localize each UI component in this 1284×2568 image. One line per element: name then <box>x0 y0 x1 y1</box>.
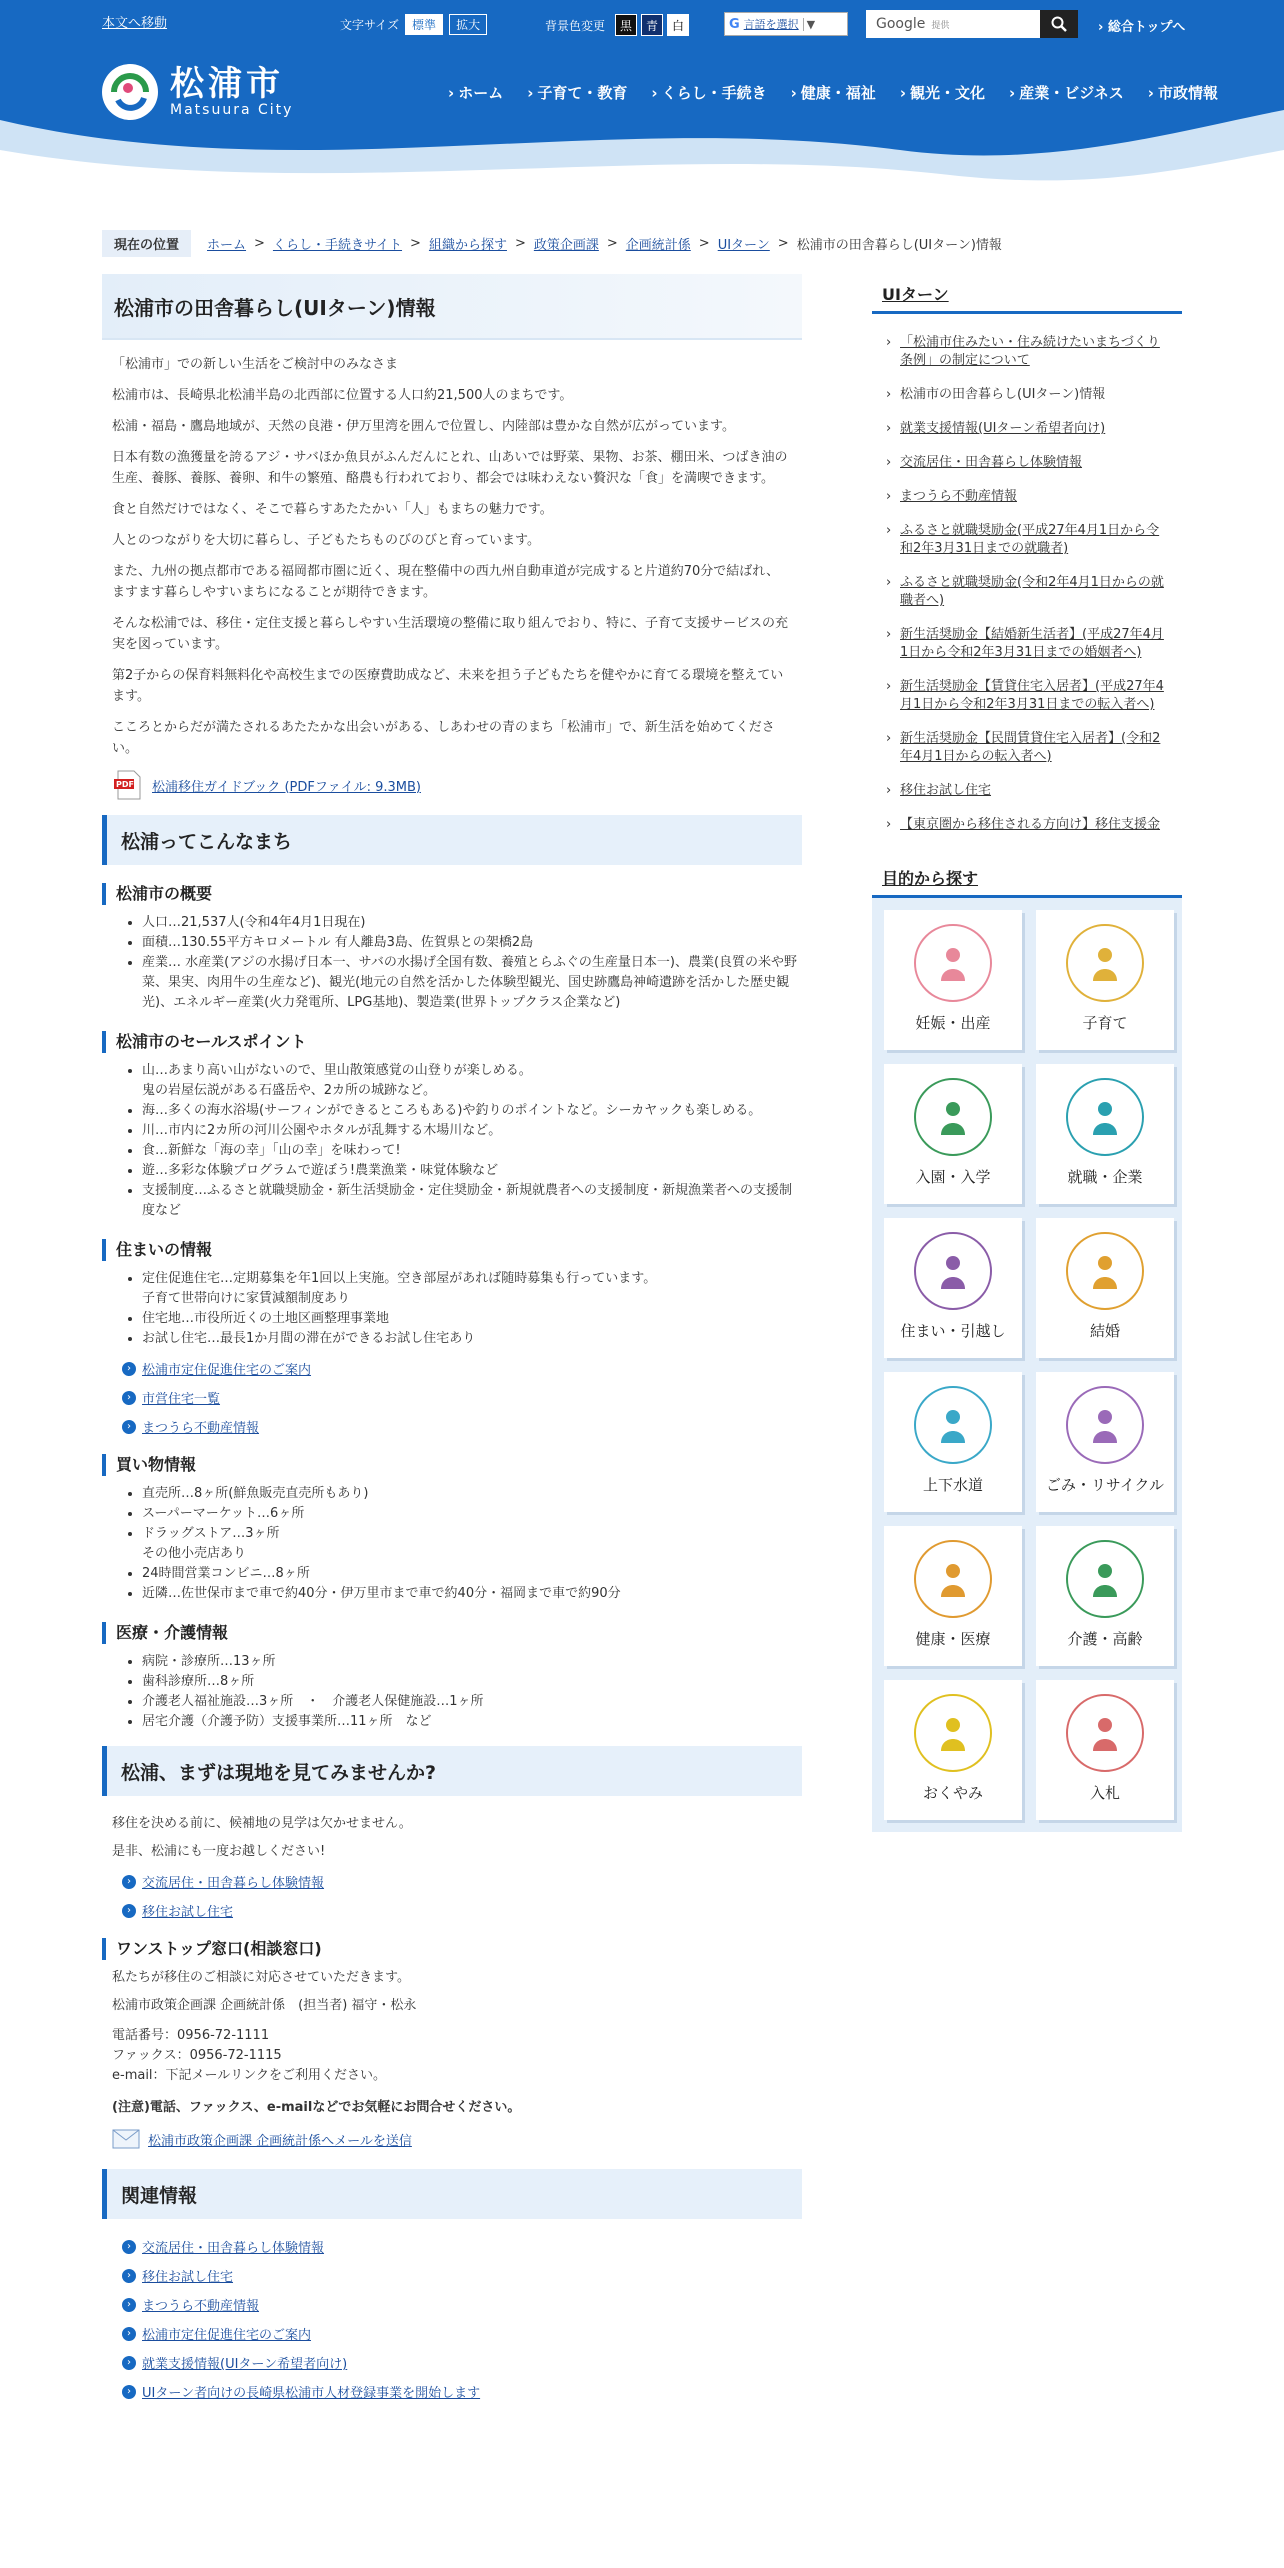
purpose-label: 子育て <box>1082 1014 1128 1032</box>
link-row <box>102 2382 802 2401</box>
purpose-label: 健康・医療 <box>915 1630 991 1648</box>
sales-points-list <box>102 1061 802 1221</box>
global-nav <box>436 82 1230 103</box>
purpose-card[interactable] <box>884 1680 1022 1820</box>
heading-overview: 松浦市の概要 <box>102 883 802 905</box>
purpose-card[interactable] <box>1036 1218 1174 1358</box>
list-item: • お試し住宅…最長1か月間の滞在ができるお試し住宅あり <box>142 1329 802 1349</box>
section-heading-related: 関連情報 <box>102 2169 802 2219</box>
arrow-right-icon: › <box>122 2240 136 2254</box>
list-item: • 人口…21,537人(令和4年4月1日現在) <box>142 913 802 933</box>
intro-paragraph: こころとからだが満たされるあたたかな出会いがある、しあわせの青のまち「松浦市」で、新生活を始めてください。 <box>112 720 775 756</box>
related-link[interactable]: まつうら不動産情報 <box>142 2299 260 2314</box>
section-heading-visit: 松浦、まずは現地を見てみませんか? <box>102 1746 802 1796</box>
arrow-right-icon: › <box>122 2327 136 2341</box>
link-row <box>102 2266 802 2285</box>
intro-paragraph: 食と自然だけではなく、そこで暮らすあたたかい「人」もまちの魅力です。 <box>112 502 553 517</box>
site-header <box>0 0 1284 200</box>
font-size-control <box>340 14 487 35</box>
housing-link-realestate[interactable]: まつうら不動産情報 <box>142 1421 260 1436</box>
nav-home[interactable]: › ホーム <box>436 82 515 103</box>
search-brand: Google <box>876 16 926 32</box>
purpose-card[interactable] <box>884 1064 1022 1204</box>
arrow-right-icon: › <box>122 2385 136 2399</box>
breadcrumb-statistics-section[interactable]: 企画統計係 <box>625 238 691 253</box>
onestop-paragraph: 松浦市政策企画課 企画統計係 (担当者) 福守・松永 <box>112 1998 417 2013</box>
recycle-icon <box>1066 1386 1144 1464</box>
purpose-label: 入園・入学 <box>915 1168 991 1186</box>
nav-tourism[interactable]: › 観光・文化 <box>888 82 997 103</box>
breadcrumb-home[interactable]: ホーム <box>207 238 247 253</box>
search-brand-sub: 提供 <box>931 20 950 31</box>
list-item: • 支援制度…ふるさと就職奨励金・新生活奨励金・定住奨励金・新規就農者への支援制度・新規漁業者への支援制度など <box>142 1181 802 1221</box>
purpose-card[interactable] <box>884 1372 1022 1512</box>
visit-link-experience[interactable]: 交流居住・田舎暮らし体験情報 <box>142 1876 325 1891</box>
link-row <box>102 2237 802 2256</box>
contact-email: e-mail：下記メールリンクをご利用ください。 <box>112 2068 387 2083</box>
search-icon <box>1051 16 1067 32</box>
purpose-card[interactable] <box>884 910 1022 1050</box>
contact-fax: ファックス：0956-72-1115 <box>112 2048 282 2063</box>
logo-name: 松浦市 <box>170 64 284 104</box>
list-item: • 川…市内に2カ所の河川公園やホタルが乱舞する木場川など。 <box>142 1121 802 1141</box>
intro-paragraph: 第2子からの保育料無料化や高校生までの医療費助成など、未来を担う子どもたちを健やかに育てる環境を整えています。 <box>112 668 784 704</box>
sidebar-item[interactable]: › 新生活奨励金【賃貸住宅入居者】(平成27年4月1日から令和2年3月31日までの転入者へ) <box>886 678 1172 714</box>
link-row <box>102 1388 802 1407</box>
sidebar-item[interactable]: › ふるさと就職奨励金(平成27年4月1日から令和2年3月31日までの就職者) <box>886 522 1172 558</box>
housing-link-settlement[interactable]: 松浦市定住促進住宅のご案内 <box>142 1363 312 1378</box>
related-link[interactable]: 就業支援情報(UIターン希望者向け) <box>142 2357 348 2372</box>
purpose-card[interactable] <box>1036 1064 1174 1204</box>
purpose-label: 介護・高齢 <box>1067 1630 1143 1648</box>
school-bag-icon <box>914 1078 992 1156</box>
related-link[interactable]: 移住お試し住宅 <box>142 2270 234 2285</box>
list-item: • ドラッグストア…3ヶ所 その他小売店あり <box>142 1524 802 1564</box>
intro-paragraph: 日本有数の漁獲量を誇るアジ・サバほか魚貝がふんだんにとれ、山あいでは野菜、果物、お茶、棚田米、つばき油の生産、養豚、養豚、養卵、和牛の繁殖、酪農も行われており、都会では味わえない贅沢な「食」を満喫できます。 <box>112 450 788 486</box>
purpose-label: 結婚 <box>1089 1322 1120 1340</box>
header-wave-decoration <box>0 110 1284 200</box>
link-row <box>102 2295 802 2314</box>
mail-send-link[interactable]: 松浦市政策企画課 企画統計係へメールを送信 <box>148 2133 412 2149</box>
sidebar-heading-ui-turn[interactable]: UIターン <box>872 274 1182 314</box>
list-item: • 近隣…佐世保市まで車で約40分・伊万里市まで車で約40分・福岡まで車で約90分 <box>142 1584 802 1604</box>
flower-icon <box>914 1694 992 1772</box>
language-select[interactable] <box>724 12 848 36</box>
shopping-list <box>102 1484 802 1604</box>
breadcrumb: 現在の位置 ホーム > くらし・手続きサイト > 組織から探す > 政策企画課 > 企画統計係 > UIターン > 松浦市の田舎暮らし(UIターン)情報 <box>102 230 1002 257</box>
arrow-right-icon: › <box>122 2269 136 2283</box>
nav-government[interactable]: › 市政情報 <box>1136 82 1230 103</box>
bg-blue-button[interactable]: 青 <box>641 14 663 36</box>
arrow-right-icon: › <box>122 1904 136 1918</box>
sidebar-item[interactable]: › 「松浦市住みたい・住み続けたいまちづくり条例」の制定について <box>886 334 1172 370</box>
purpose-label: おくやみ <box>922 1784 983 1802</box>
onestop-paragraph: 私たちが移住のご相談に対応させていただきます。 <box>112 1970 410 1985</box>
list-item: • 住宅地…市役所近くの土地区画整理事業地 <box>142 1309 802 1329</box>
search-button[interactable] <box>1040 10 1078 38</box>
elderly-icon <box>1066 1540 1144 1618</box>
skip-to-content-link[interactable]: 本文へ移動 <box>102 16 168 31</box>
ring-icon <box>1066 1232 1144 1310</box>
visit-paragraph: 是非、松浦にも一度お越しください! <box>112 1844 326 1859</box>
visit-paragraph: 移住を決める前に、候補地の見学は欠かせません。 <box>112 1816 412 1831</box>
list-item: • 病院・診療所…13ヶ所 <box>142 1652 802 1672</box>
intro-paragraph: 松浦・福島・鷹島地域が、天然の良港・伊万里湾を囲んで位置し、内陸部は豊かな自然が広がっています。 <box>112 419 735 434</box>
breadcrumb-policy-division[interactable]: 政策企画課 <box>533 238 599 253</box>
bg-color-label: 背景色変更 <box>545 18 606 33</box>
search-input[interactable] <box>866 10 1040 38</box>
sidebar-item[interactable]: › 【東京圏から移住される方向け】移住支援金 <box>886 816 1172 834</box>
list-item: • 産業… 水産業(アジの水揚げ日本一、サバの水揚げ全国有数、養殖とらふぐの生産量日本一)、農業(良質の米や野菜、果実、肉用牛の生産など)、観光(地元の自然を活かした体験型観光、国史跡鷹島神崎遺跡を活かした歴史観光)、エネルギー産業(火力発電所、LPG基地)、製造業(世界トップクラス企業など) <box>142 953 802 1013</box>
sidebar-item[interactable]: › 交流居住・田舎暮らし体験情報 <box>886 454 1172 472</box>
purpose-label: ごみ・リサイクル <box>1046 1476 1164 1494</box>
link-row <box>102 2324 802 2343</box>
intro-paragraph: 人とのつながりを大切に暮らし、子どもたちものびのびと育っています。 <box>112 533 540 548</box>
gavel-icon <box>1066 1694 1144 1772</box>
breadcrumb-current: 松浦市の田舎暮らし(UIターン)情報 <box>796 238 1002 253</box>
heading-medical: 医療・介護情報 <box>102 1622 802 1644</box>
google-g-icon: G <box>729 16 740 32</box>
truck-icon <box>914 1232 992 1310</box>
nav-health[interactable]: › 健康・福祉 <box>779 82 888 103</box>
arrow-right-icon: › <box>122 1362 136 1376</box>
purpose-label: 住まい・引越し <box>900 1322 1006 1340</box>
link-row <box>102 2353 802 2372</box>
purpose-grid <box>872 898 1182 1832</box>
sidebar-item[interactable]: › 移住お試し住宅 <box>886 782 1172 800</box>
page-title: 松浦市の田舎暮らし(UIターン)情報 <box>102 274 802 340</box>
envelope-icon <box>112 2129 140 2149</box>
sidebar-ui-list <box>872 334 1182 834</box>
intro-paragraph: 松浦市は、長崎県北松浦半島の北西部に位置する人口約21,500人のまちです。 <box>112 388 573 403</box>
pregnancy-icon <box>914 924 992 1002</box>
contact-tel: 電話番号：0956-72-1111 <box>112 2028 270 2043</box>
intro-paragraph: また、九州の拠点都市である福岡都市圏に近く、現在整備中の西九州自動車道が完成すると片道約70分で結ばれ、ますます暮らしやすいまちになることが期待できます。 <box>112 564 780 600</box>
pdf-guidebook-link-row <box>102 769 802 801</box>
section-heading-town: 松浦ってこんなまち <box>102 815 802 865</box>
worker-icon <box>1066 1078 1144 1156</box>
list-item: • 山…あまり高い山がないので、里山散策感覚の山登りが楽しめる。 鬼の岩屋伝説がある石盛岳や、2カ所の城跡など。 <box>142 1061 802 1101</box>
medical-list <box>102 1652 802 1732</box>
breadcrumb-label: 現在の位置 <box>102 230 191 257</box>
list-item: • 遊…多彩な体験プログラムで遊ぼう!農業漁業・味覚体験など <box>142 1161 802 1181</box>
sidebar-heading-purpose[interactable]: 目的から探す <box>872 858 1182 898</box>
overview-list <box>102 913 802 1013</box>
heading-sales-points: 松浦市のセールスポイント <box>102 1031 802 1053</box>
list-item: • 24時間営業コンビニ…8ヶ所 <box>142 1564 802 1584</box>
list-item: • 介護老人福祉施設…3ヶ所 ・ 介護老人保健施設…1ヶ所 <box>142 1692 802 1712</box>
sidebar-item-current: › 松浦市の田舎暮らし(UIターン)情報 <box>886 386 1172 404</box>
logo-name-en: Matsuura City <box>170 102 294 118</box>
site-logo[interactable] <box>100 62 293 122</box>
exercise-icon <box>914 1540 992 1618</box>
breadcrumb-organization[interactable]: 組織から探す <box>428 238 507 253</box>
purpose-card[interactable] <box>1036 1372 1174 1512</box>
housing-list <box>102 1269 802 1349</box>
purpose-label: 入札 <box>1089 1784 1120 1802</box>
breadcrumb-living[interactable]: くらし・手続きサイト <box>272 238 403 253</box>
nav-childcare[interactable]: › 子育て・教育 <box>515 82 639 103</box>
water-drop-icon <box>914 1386 992 1464</box>
list-item: • 海…多くの海水浴場(サーフィンができるところもある)や釣りのポイントなど。シーカヤックも楽しめる。 <box>142 1101 802 1121</box>
purpose-card[interactable] <box>1036 1680 1174 1820</box>
nav-living[interactable]: › くらし・手続き <box>639 82 778 103</box>
portal-top-link[interactable]: › 総合トップへ <box>1098 20 1186 35</box>
purpose-label: 上下水道 <box>922 1476 983 1494</box>
housing-link-municipal[interactable]: 市営住宅一覧 <box>142 1392 221 1407</box>
sidebar-item[interactable]: › 新生活奨励金【結婚新生活者】(平成27年4月1日から令和2年3月31日までの婚姻者へ) <box>886 626 1172 662</box>
arrow-right-icon: › <box>122 2356 136 2370</box>
pdf-icon <box>112 769 144 801</box>
list-item: • 歯科診療所…8ヶ所 <box>142 1672 802 1692</box>
link-row <box>102 1901 802 1920</box>
purpose-card[interactable] <box>884 1218 1022 1358</box>
sidebar <box>872 274 1182 1832</box>
sidebar-item[interactable]: › 新生活奨励金【民間賃貸住宅入居者】(令和2年4月1日からの転入者へ) <box>886 730 1172 766</box>
bg-white-button[interactable]: 白 <box>667 14 689 36</box>
font-large-button[interactable]: 拡大 <box>449 14 487 35</box>
heading-shopping: 買い物情報 <box>102 1454 802 1476</box>
related-link[interactable]: UIターン者向けの長崎県松浦市人材登録事業を開始します <box>142 2386 481 2401</box>
sidebar-item[interactable]: › ふるさと就職奨励金(令和2年4月1日からの就職者へ) <box>886 574 1172 610</box>
intro-text <box>102 354 802 759</box>
purpose-card[interactable] <box>1036 910 1174 1050</box>
city-emblem-icon <box>100 62 160 122</box>
list-item: • 食…新鮮な「海の幸」「山の幸」を味わって! <box>142 1141 802 1161</box>
font-standard-button[interactable]: 標準 <box>405 14 443 35</box>
arrow-right-icon: › <box>122 2298 136 2312</box>
sidebar-item[interactable]: › まつうら不動産情報 <box>886 488 1172 506</box>
main-content <box>102 274 802 2411</box>
arrow-right-icon: › <box>122 1875 136 1889</box>
mail-link-row <box>102 2129 802 2149</box>
font-size-label: 文字サイズ <box>340 18 400 32</box>
arrow-right-icon: › <box>122 1391 136 1405</box>
list-item: • 定住促進住宅…定期募集を年1回以上実施。空き部屋があれば随時募集も行っています。 子育て世帯向けに家賃減額制度あり <box>142 1269 802 1309</box>
contact-note: (注意)電話、ファックス、e-mailなどでお気軽にお問合せください。 <box>112 2100 521 2115</box>
list-item: • 面積…130.55平方キロメートル 有人離島3島、佐賀県との架橋2島 <box>142 933 802 953</box>
chevron-down-icon: ▼ <box>803 18 815 31</box>
breadcrumb-ui-turn[interactable]: UIターン <box>717 238 770 253</box>
purpose-card[interactable] <box>1036 1526 1174 1666</box>
related-link[interactable]: 松浦市定住促進住宅のご案内 <box>142 2328 312 2343</box>
arrow-right-icon: › <box>122 1420 136 1434</box>
intro-paragraph: 「松浦市」での新しい生活をご検討中のみなさま <box>112 357 399 372</box>
visit-link-trial-house[interactable]: 移住お試し住宅 <box>142 1905 234 1920</box>
purpose-label: 妊娠・出産 <box>915 1014 991 1032</box>
intro-paragraph: そんな松浦では、移住・定住支援と暮らしやすい生活環境の整備に取り組んでおり、特に、子育て支援サービスの充実を図っています。 <box>112 616 789 652</box>
language-select-label: 言語を選択 <box>743 18 799 31</box>
purpose-card[interactable] <box>884 1526 1022 1666</box>
nav-business[interactable]: › 産業・ビジネス <box>997 82 1136 103</box>
sidebar-item[interactable]: › 就業支援情報(UIターン希望者向け) <box>886 420 1172 438</box>
related-link[interactable]: 交流居住・田舎暮らし体験情報 <box>142 2241 325 2256</box>
pdf-guidebook-link[interactable]: 松浦移住ガイドブック (PDFファイル: 9.3MB) <box>152 779 421 795</box>
list-item: • 直売所…8ヶ所(鮮魚販売直売所もあり) <box>142 1484 802 1504</box>
link-row <box>102 1417 802 1436</box>
purpose-label: 就職・企業 <box>1067 1168 1143 1186</box>
svg-text:PDF: PDF <box>116 780 134 789</box>
baby-icon <box>1066 924 1144 1002</box>
bg-black-button[interactable]: 黒 <box>615 14 637 36</box>
list-item: • スーパーマーケット…6ヶ所 <box>142 1504 802 1524</box>
link-row <box>102 1359 802 1378</box>
heading-onestop: ワンストップ窓口(相談窓口) <box>102 1938 802 1960</box>
background-color-control <box>545 14 689 36</box>
heading-housing: 住まいの情報 <box>102 1239 802 1261</box>
link-row <box>102 1872 802 1891</box>
list-item: • 居宅介護（介護予防）支援事業所…11ヶ所 など <box>142 1712 802 1732</box>
